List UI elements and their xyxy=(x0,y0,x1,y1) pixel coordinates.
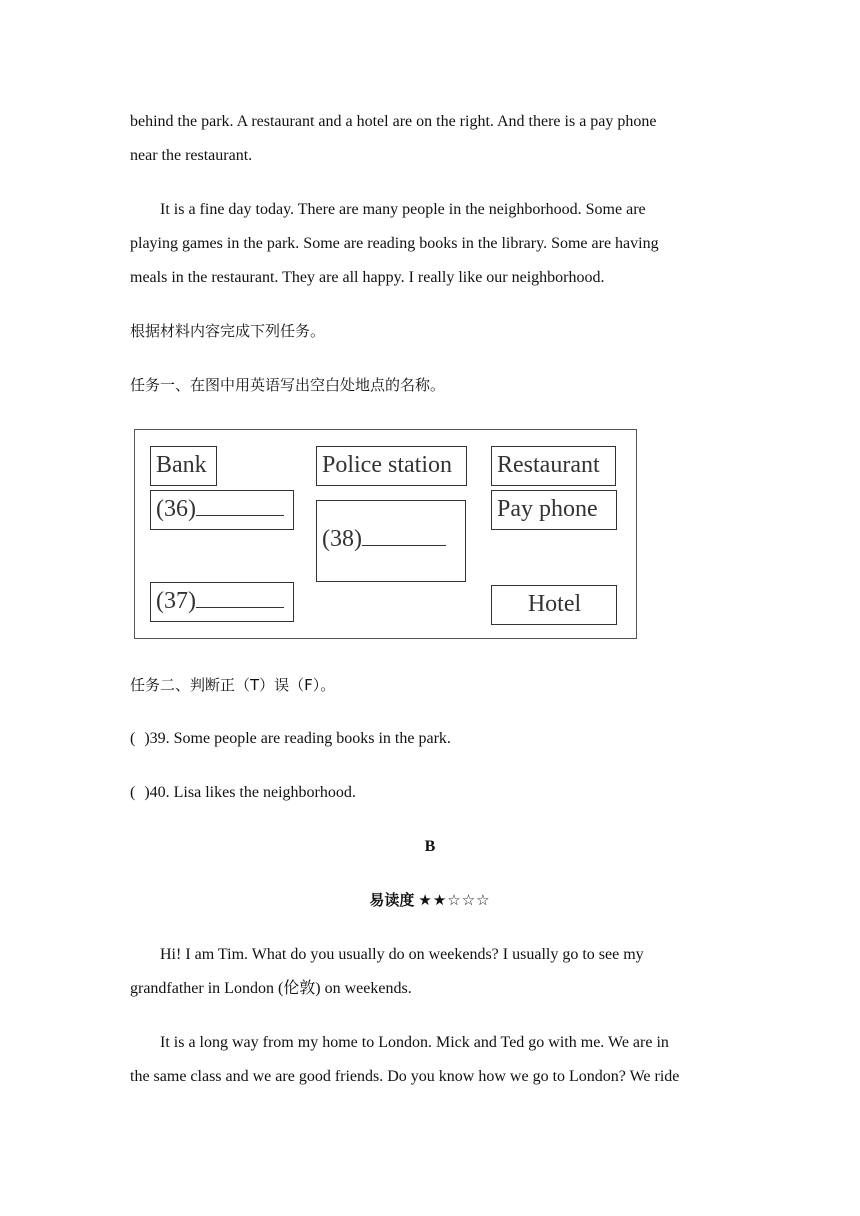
passage-line: meals in the restaurant. They are all happy. I really like our neighborhood. xyxy=(130,269,605,286)
instruction-task1: 任务一、在图中用英语写出空白处地点的名称。 xyxy=(130,376,446,394)
question-40 xyxy=(130,783,356,803)
blank-number: (36) xyxy=(156,496,196,522)
passage-line: the same class and we are good friends. Do you know how we go to London? We ride xyxy=(130,1068,680,1085)
blank-number: (38) xyxy=(322,526,362,552)
map-blank-38 xyxy=(316,500,466,582)
map-pay-phone: Pay phone xyxy=(491,490,617,530)
map-police-station: Police station xyxy=(316,446,467,486)
answer-blank[interactable] xyxy=(196,589,284,608)
difficulty-rating xyxy=(0,890,860,911)
question-39 xyxy=(130,729,451,749)
passage-line: playing games in the park. Some are reading books in the library. Some are having xyxy=(130,235,659,252)
neighborhood-map xyxy=(134,429,637,639)
map-bank: Bank xyxy=(150,446,217,486)
answer-bracket-close[interactable]: ) xyxy=(144,784,150,801)
difficulty-stars: ★★☆☆☆ xyxy=(418,891,491,909)
answer-bracket-open[interactable]: ( xyxy=(130,784,136,801)
map-hotel: Hotel xyxy=(491,585,617,625)
section-heading: B xyxy=(424,838,436,855)
answer-bracket-open[interactable]: ( xyxy=(130,730,136,747)
instruction-main: 根据材料内容完成下列任务。 xyxy=(130,322,326,340)
blank-number: (37) xyxy=(156,588,196,614)
map-restaurant: Restaurant xyxy=(491,446,616,486)
passage-line: Hi! I am Tim. What do you usually do on weekends? I usually go to see my xyxy=(160,946,644,963)
passage-line: behind the park. A restaurant and a hotel are on the right. And there is a pay phone xyxy=(130,113,657,130)
difficulty-label: 易读度 xyxy=(369,891,415,909)
question-text: 40. Lisa likes the neighborhood. xyxy=(149,784,356,801)
answer-bracket-close[interactable]: ) xyxy=(144,730,150,747)
map-blank-36 xyxy=(150,490,294,530)
question-text: 39. Some people are reading books in the park. xyxy=(149,730,451,747)
passage-line: near the restaurant. xyxy=(130,147,253,164)
answer-blank[interactable] xyxy=(196,497,284,516)
passage-line: It is a fine day today. There are many people in the neighborhood. Some are xyxy=(160,201,646,218)
map-blank-37 xyxy=(150,582,294,622)
passage-line: It is a long way from my home to London. Mick and Ted go with me. We are in xyxy=(160,1034,669,1051)
answer-blank[interactable] xyxy=(362,527,446,546)
instruction-task2: 任务二、判断正（T）误（F）。 xyxy=(130,676,336,694)
passage-line: grandfather in London (伦敦) on weekends. xyxy=(130,980,412,997)
